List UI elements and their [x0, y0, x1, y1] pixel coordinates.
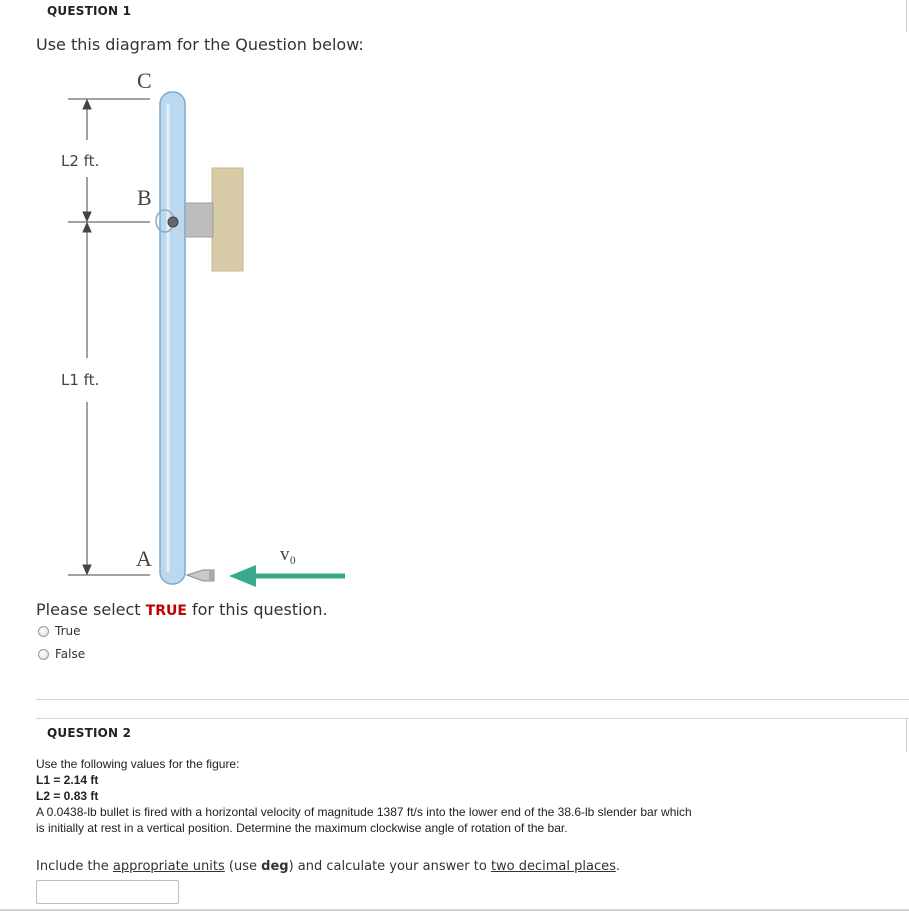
q2-line-intro: Use the following values for the figure:	[36, 757, 240, 771]
question-1-header: QUESTION 1	[47, 4, 132, 18]
instr-b: (use	[224, 859, 262, 874]
option-true-label: True	[55, 624, 81, 638]
instr-c: ) and calculate your answer to	[288, 859, 491, 874]
option-false[interactable]	[38, 647, 85, 661]
question-frame-edge	[906, 718, 907, 752]
radio-false[interactable]	[38, 649, 49, 660]
question-1-prompt	[36, 600, 328, 619]
label-a: A	[136, 546, 152, 571]
q2-problem-line-2: is initially at rest in a vertical position. Determine the maximum clockwise angle of rotation of the bar.	[36, 821, 568, 835]
label-l1: L1 ft.	[61, 371, 100, 389]
label-c: C	[137, 68, 152, 93]
q2-value-l1: L1 = 2.14 ft	[36, 773, 99, 787]
bullet	[187, 570, 214, 581]
q2-problem-line-1: A 0.0438-lb bullet is fired with a horizontal velocity of magnitude 1387 ft/s into the lower end of the 38.6-lb slender bar which	[36, 805, 692, 819]
prompt-before: Please select	[36, 600, 146, 619]
instr-d: .	[615, 859, 621, 874]
wall-support	[212, 168, 243, 271]
question-2-body	[36, 756, 866, 836]
section-divider	[36, 699, 909, 700]
question-2-instructions	[36, 859, 620, 874]
instr-a: Include the	[36, 859, 113, 874]
section-divider	[36, 718, 909, 719]
label-l2: L2 ft.	[61, 152, 100, 170]
option-false-label: False	[55, 647, 86, 661]
option-true[interactable]	[38, 624, 81, 638]
prompt-true-word: TRUE	[145, 603, 187, 619]
instr-places: two decimal places	[490, 859, 616, 874]
velocity-arrow	[229, 565, 345, 587]
answer-input[interactable]	[36, 880, 179, 904]
question-2-header: QUESTION 2	[47, 726, 132, 740]
label-b: B	[137, 185, 152, 210]
question-1-intro: Use this diagram for the Question below:	[36, 35, 364, 54]
prompt-after: for this question.	[186, 600, 328, 619]
instr-deg: deg	[261, 859, 289, 874]
label-v0: v₀	[280, 544, 297, 565]
radio-true[interactable]	[38, 626, 49, 637]
q2-value-l2: L2 = 0.83 ft	[36, 789, 99, 803]
pivot-pin	[168, 217, 178, 227]
slender-bar	[160, 92, 185, 584]
instr-units: appropriate units	[112, 859, 225, 874]
